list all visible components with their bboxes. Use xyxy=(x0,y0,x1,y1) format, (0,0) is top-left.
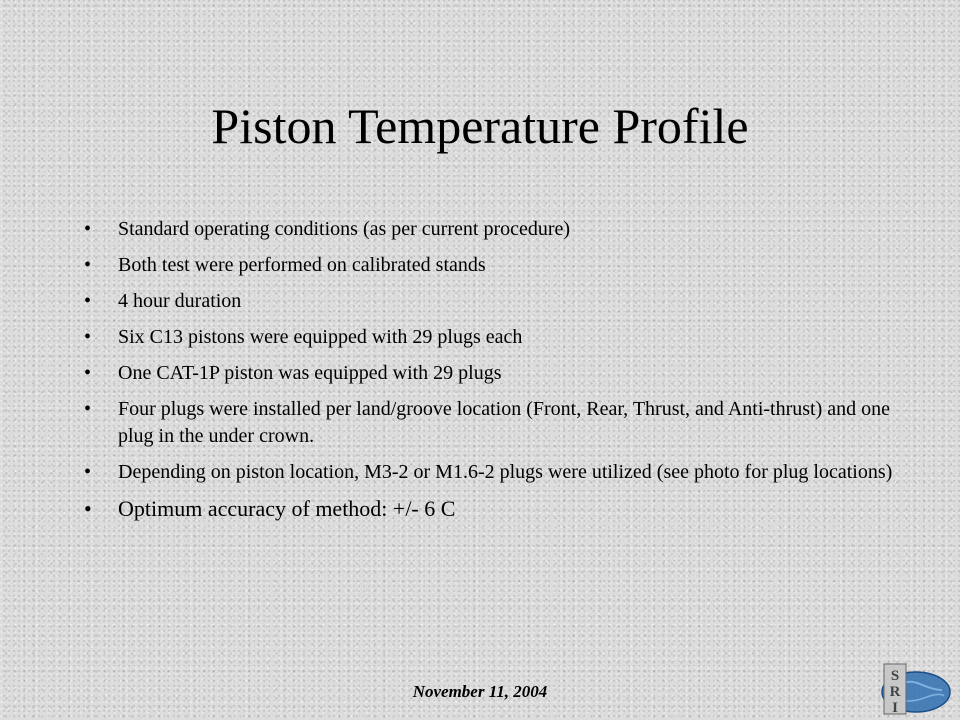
bullet-list xyxy=(82,216,902,531)
bullet-item: • Depending on piston location, M3-2 or M1.6-2 plugs were utilized (see photo for plug locations) xyxy=(82,459,902,486)
bullet-item: • 4 hour duration xyxy=(82,288,902,315)
bullet-item: • Four plugs were installed per land/groove location (Front, Rear, Thrust, and Anti-thrust) and one plug in the under crown. xyxy=(82,396,902,450)
footer-date: November 11, 2004 xyxy=(412,682,548,701)
logo-letter: S xyxy=(890,668,900,684)
bullet-item: • Both test were performed on calibrated stands xyxy=(82,252,902,279)
logo-letter: I xyxy=(892,700,898,716)
bullet-item: • Standard operating conditions (as per current procedure) xyxy=(82,216,902,243)
bullet-item: • One CAT-1P piston was equipped with 29 plugs xyxy=(82,360,902,387)
sri-logo-icon xyxy=(872,660,952,716)
slide-title: Piston Temperature Profile xyxy=(211,98,749,154)
logo-letter: R xyxy=(889,684,901,700)
bullet-item: • Optimum accuracy of method: +/- 6 C xyxy=(82,495,902,522)
bullet-item: • Six C13 pistons were equipped with 29 plugs each xyxy=(82,324,902,351)
